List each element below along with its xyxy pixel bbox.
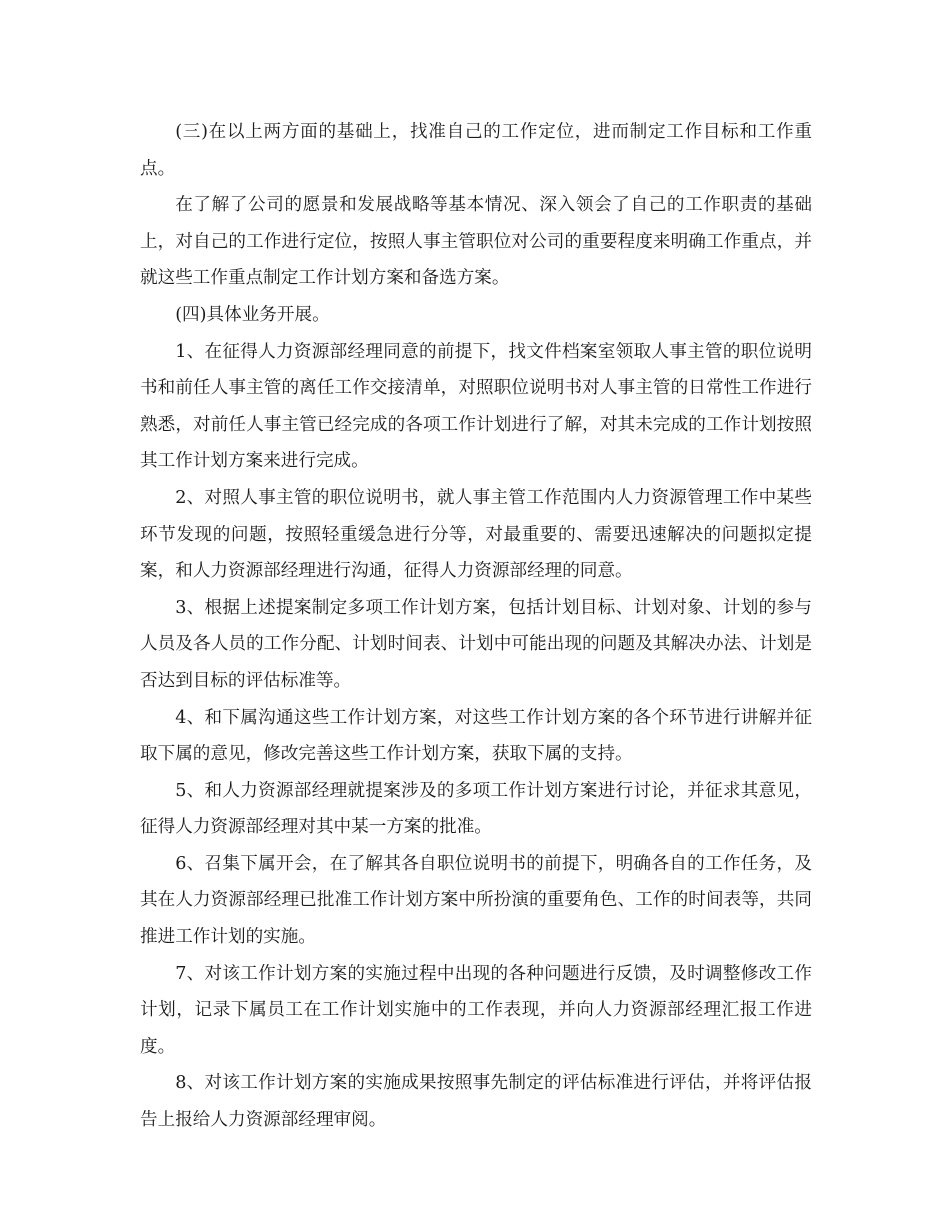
paragraph-item-1: 1、在征得人力资源部经理同意的前提下，找文件档案室领取人事主管的职位说明书和前任人事主管的离任工作交接清单，对照职位说明书对人事主管的日常性工作进行熟悉，对前任人事主管已经完成的各项工作计划进行了解，对其未完成的工作计划按照其工作计划方案来进行完成。 <box>140 341 812 472</box>
paragraph-item-4: 4、和下属沟通这些工作计划方案，对这些工作计划方案的各个环节进行讲解并征取下属的意见，修改完善这些工作计划方案，获取下属的支持。 <box>140 707 812 765</box>
paragraph-section-4: (四)具体业务开展。 <box>175 304 330 325</box>
paragraph-item-8: 8、对该工作计划方案的实施成果按照事先制定的评估标准进行评估，并将评估报告上报给人力资源部经理审阅。 <box>140 1073 812 1131</box>
paragraph-item-2: 2、对照人事主管的职位说明书，就人事主管工作范围内人力资源管理工作中某些环节发现的问题，按照轻重缓急进行分等，对最重要的、需要迅速解决的问题拟定提案，和人力资源部经理进行沟通，征得人力资源部经理的同意。 <box>140 487 812 582</box>
document-body <box>140 114 812 1139</box>
paragraph-item-3: 3、根据上述提案制定多项工作计划方案，包括计划目标、计划对象、计划的参与人员及各人员的工作分配、计划时间表、计划中可能出现的问题及其解决办法、计划是否达到目标的评估标准等。 <box>140 597 812 691</box>
paragraph-item-6: 6、召集下属开会，在了解其各自职位说明书的前提下，明确各自的工作任务，及其在人力资源部经理已批准工作计划方案中所扮演的重要角色、工作的时间表等，共同推进工作计划的实施。 <box>140 853 812 948</box>
paragraph-item-7: 7、对该工作计划方案的实施过程中出现的各种问题进行反馈，及时调整修改工作计划，记录下属员工在工作计划实施中的工作表现，并向人力资源部经理汇报工作进度。 <box>140 963 812 1057</box>
paragraph-item-5: 5、和人力资源部经理就提案涉及的多项工作计划方案进行讨论，并征求其意见，征得人力资源部经理对其中某一方案的批准。 <box>140 780 812 838</box>
paragraph-section-3: (三)在以上两方面的基础上，找准自己的工作定位，进而制定工作目标和工作重点。 <box>140 122 812 179</box>
paragraph-positioning: 在了解了公司的愿景和发展战略等基本情况、深入领会了自己的工作职责的基础上，对自己的工作进行定位，按照人事主管职位对公司的重要程度来明确工作重点，并就这些工作重点制定工作计划方案和备选方案。 <box>140 195 812 289</box>
